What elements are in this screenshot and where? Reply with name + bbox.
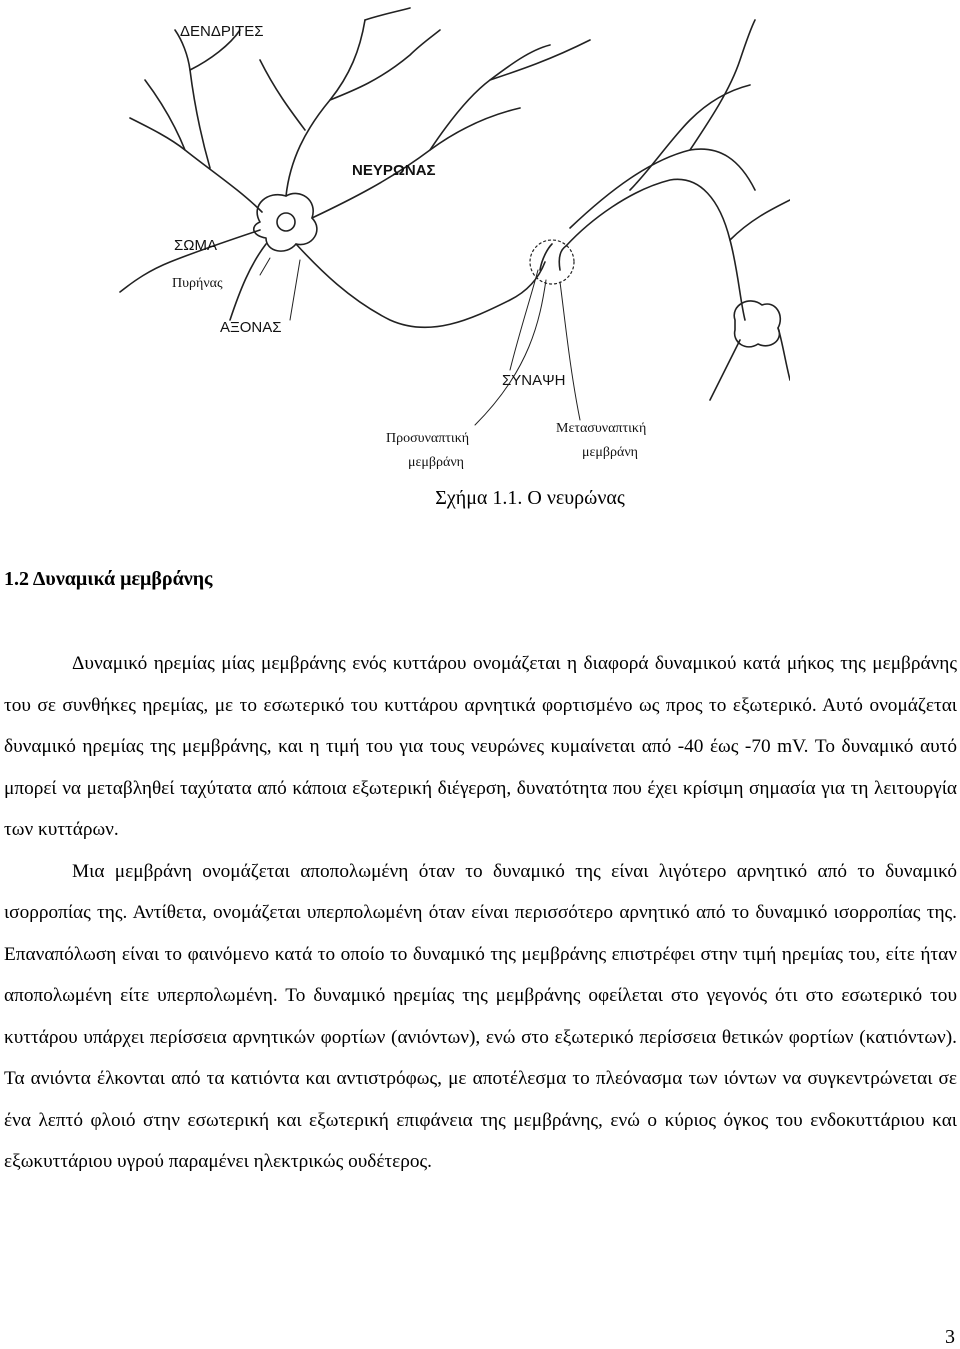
- label-synapse: ΣΥΝΑΨΗ: [502, 372, 566, 389]
- label-dendrites: ΔΕΝΔΡΙΤΕΣ: [180, 23, 264, 40]
- right-soma: [734, 301, 780, 347]
- soma-outline: [254, 193, 317, 251]
- synapse-dashed: [530, 240, 574, 284]
- neuron-figure: [90, 0, 790, 480]
- label-postsynaptic-2: μεμβράνη: [582, 445, 638, 460]
- label-presynaptic-2: μεμβράνη: [408, 455, 464, 470]
- neuron-diagram: [90, 0, 790, 480]
- section-heading: 1.2 Δυναμικά μεμβράνης: [4, 568, 213, 590]
- label-nucleus: Πυρήνας: [172, 276, 223, 291]
- body-text: [4, 643, 957, 1183]
- label-soma: ΣΩΜΑ: [174, 237, 217, 254]
- label-presynaptic-1: Προσυναπτική: [386, 431, 470, 446]
- figure-caption: Σχήμα 1.1. Ο νευρώνας: [435, 487, 625, 509]
- dendrite-arch: [566, 179, 745, 320]
- label-neuron: ΝΕΥΡΩΝΑΣ: [352, 162, 436, 179]
- label-postsynaptic-1: Μετασυναπτική: [556, 421, 647, 436]
- nucleus-circle: [277, 213, 295, 231]
- synapse-pointer: [510, 270, 538, 370]
- axon-path: [296, 244, 545, 327]
- paragraph: Μια μεμβράνη ονομάζεται αποπολωμένη όταν το δυναμικό της είναι λιγότερο αρνητικό από το δυναμικό ισορροπίας της. Αντίθετα, ονομάζεται υπερπολωμένη όταν είναι περισσότερο αρνητικό από το δυναμικό ισορροπίας της. Επαναπόλωση είναι το φαινόμενο κατά το οποίο το δυναμικό της μεμβράνης επιστρέφει στην τιμή ηρεμίας του, είτε ήταν αποπολωμένη είτε υπερπολωμένη. Το δυναμικό ηρεμίας της μεμβράνης οφείλεται στο γεγονός ότι στο εσωτερικό του κυττάρου υπάρχει περίσσεια αρνητικών φορτίων (ανιόντων), ενώ στο εξωτερικό περίσσεια θετικών φορτίων (κατιόντων). Τα ανιόντα έλκονται από τα κατιόντα και αντιστρόφως, με αποτέλεσμα το πλεόνασμα των ιόντων να συγκεντρώνεται σε ένα λεπτό φλοιό στην εσωτερική και εξωτερική επιφάνεια της μεμβράνης, ενώ ο κύριος όγκος του ενδοκυττάριου και εξωκυττάριου υγρού παραμένει ηλεκτρικώς ουδέτερος.: [4, 860, 957, 1172]
- label-axon: ΑΞΟΝΑΣ: [220, 319, 282, 336]
- paragraph: Δυναμικό ηρεμίας μίας μεμβράνης ενός κυττάρου ονομάζεται η διαφορά δυναμικού κατά μήκος της μεμβράνης του σε συνθήκες ηρεμίας, με το εσωτερικό του κυττάρου αρνητικά φορτισμένο ως προς το εξωτερικό. Αυτό ονομάζεται δυναμικό ηρεμίας της μεμβράνης, και η τιμή του για τους νευρώνες κυμαίνεται από -40 έως -70 mV. Το δυναμικό αυτό μπορεί να μεταβληθεί ταχύτατα από κάποια εξωτερική διέγερση, δυνατότητα που έχει κρίσιμη σημασία για τη λειτουργία των κυττάρων.: [4, 653, 957, 840]
- page-number: 3: [945, 1326, 955, 1348]
- dendrite-left-1: [130, 118, 262, 212]
